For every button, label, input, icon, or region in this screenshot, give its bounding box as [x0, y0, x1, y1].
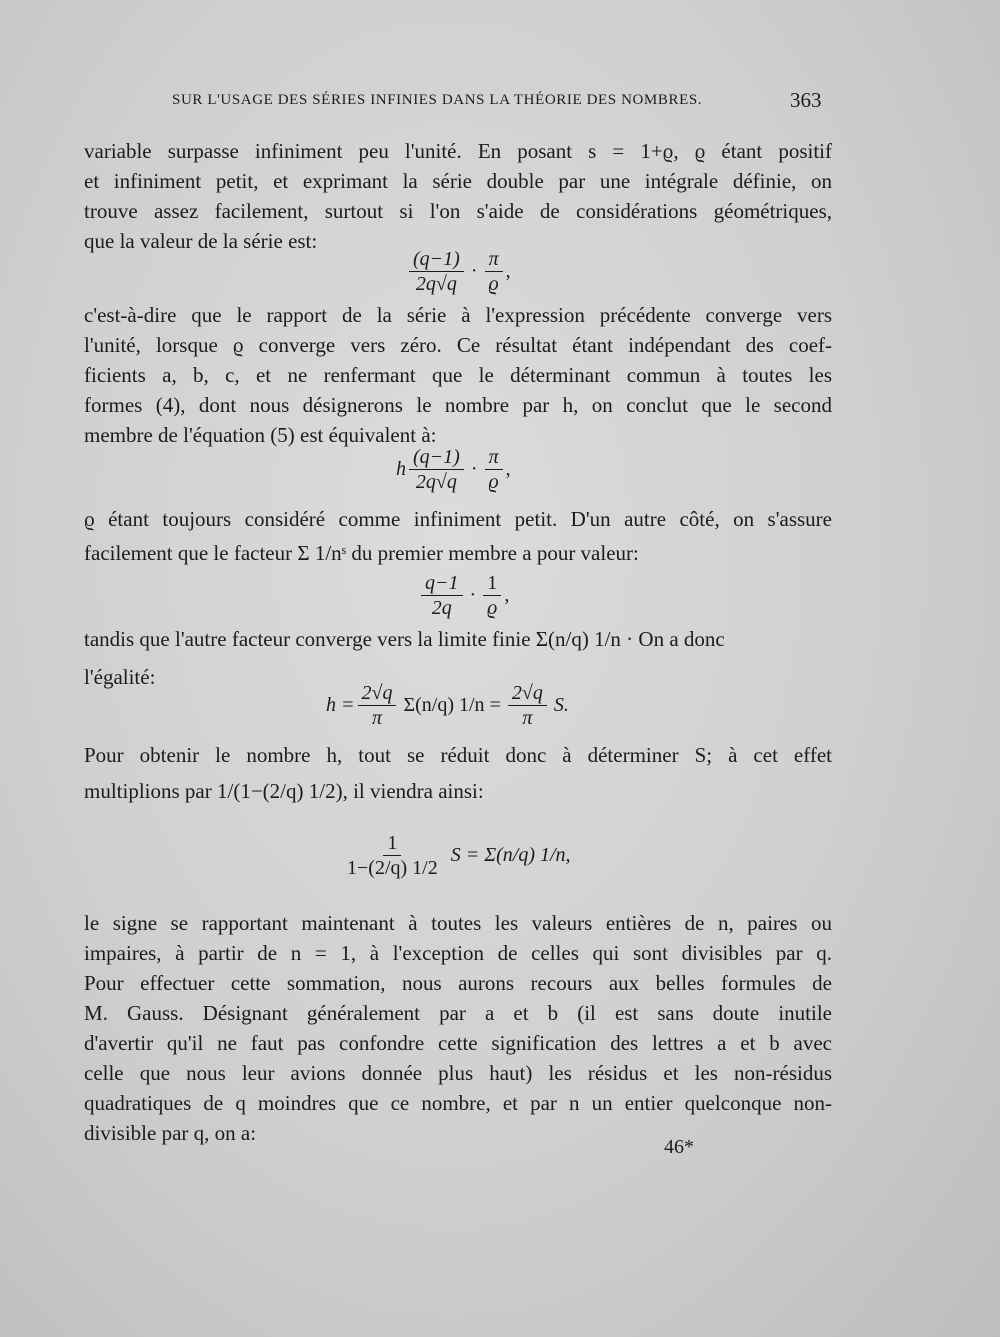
fraction: $\frac{q-1}{2q}$	[421, 572, 463, 619]
formula-equivalent: h $\frac{(q-1)}{2q√q}$ · $\frac{\pi}{ϱ}$ ,	[396, 446, 511, 493]
text-line: Pour obtenir le nombre h, tout se réduit donc à déterminer S; à cet effet	[84, 743, 832, 767]
text-line: divisible par q, on a:	[84, 1121, 257, 1145]
fraction: $\frac{1}{1-(2/q) 1/2}$	[347, 832, 438, 879]
text-line: celle que nous leur avions donnée plus haut) les résidus et les non-résidus	[84, 1061, 832, 1085]
text-line: M. Gauss. Désignant généralement par a et b (il est sans doute inutile	[84, 1001, 832, 1025]
text-line: le signe se rapportant maintenant à toutes les valeurs entières de n, paires ou	[84, 911, 832, 935]
fraction: $\frac{(q-1)}{2q√q}$	[409, 248, 464, 295]
fraction: $\frac{\pi}{ϱ}$	[485, 446, 503, 493]
formula-s-sum: $\frac{1}{1-(2/q) 1/2}$ S = Σ(n/q) 1/n,	[340, 832, 571, 879]
text-line: d'avertir qu'il ne faut pas confondre cette signification des lettres a et b avec	[84, 1031, 832, 1055]
text-line: ficients a, b, c, et ne renfermant que le déterminant commun à toutes les	[84, 363, 832, 387]
formula-h-equality: h = $\frac{2√q}{\pi}$ Σ(n/q) 1/n = $\frac{2√q}{\pi}$ S.	[326, 682, 569, 729]
page-number: 363	[790, 88, 822, 112]
running-title: SUR L'USAGE DES SÉRIES INFINIES DANS LA THÉORIE DES NOMBRES.	[172, 92, 703, 108]
text-line: variable surpasse infiniment peu l'unité. En posant s = 1+ϱ, ϱ étant positif	[84, 139, 832, 163]
text-line: membre de l'équation (5) est équivalent à:	[84, 423, 437, 447]
formula-factor-value: $\frac{q-1}{2q}$ · $\frac{1}{ϱ}$ ,	[418, 572, 509, 619]
text-line: formes (4), dont nous désignerons le nombre par h, on conclut que le second	[84, 393, 832, 417]
text-line: que la valeur de la série est:	[84, 229, 318, 253]
text-line: multiplions par 1/(1−(2/q) 1/2), il viendra ainsi:	[84, 779, 484, 803]
text-line: tandis que l'autre facteur converge vers la limite finie Σ(n/q) 1/n · On a donc	[84, 627, 725, 651]
text-line: ϱ étant toujours considéré comme infiniment petit. D'un autre côté, on s'assure	[84, 507, 832, 531]
text-line: impaires, à partir de n = 1, à l'exception de celles qui sont divisibles par q.	[84, 941, 832, 965]
text-line: et infiniment petit, et exprimant la série double par une intégrale définie, on	[84, 169, 832, 193]
fraction: $\frac{1}{ϱ}$	[483, 572, 501, 619]
signature-mark: 46*	[664, 1136, 694, 1158]
text-line: facilement que le facteur Σ 1/nˢ du premier membre a pour valeur:	[84, 541, 639, 565]
text-line: Pour effectuer cette sommation, nous aurons recours aux belles formules de	[84, 971, 832, 995]
formula-series-value: $\frac{(q-1)}{2q√q}$ · $\frac{\pi}{ϱ}$ ,	[406, 248, 511, 295]
text-line: c'est-à-dire que le rapport de la série à l'expression précédente converge vers	[84, 303, 832, 327]
fraction: $\frac{2√q}{\pi}$	[508, 682, 547, 729]
text-line: quadratiques de q moindres que ce nombre, et par n un entier quelconque non-	[84, 1091, 832, 1115]
text-line: l'égalité:	[84, 665, 156, 689]
fraction: $\frac{(q-1)}{2q√q}$	[409, 446, 464, 493]
text-line: trouve assez facilement, surtout si l'on s'aide de considérations géométriques,	[84, 199, 832, 223]
fraction: $\frac{\pi}{ϱ}$	[485, 248, 503, 295]
text-line: l'unité, lorsque ϱ converge vers zéro. Ce résultat étant indépendant des coef-	[84, 333, 832, 357]
fraction: $\frac{2√q}{\pi}$	[358, 682, 397, 729]
